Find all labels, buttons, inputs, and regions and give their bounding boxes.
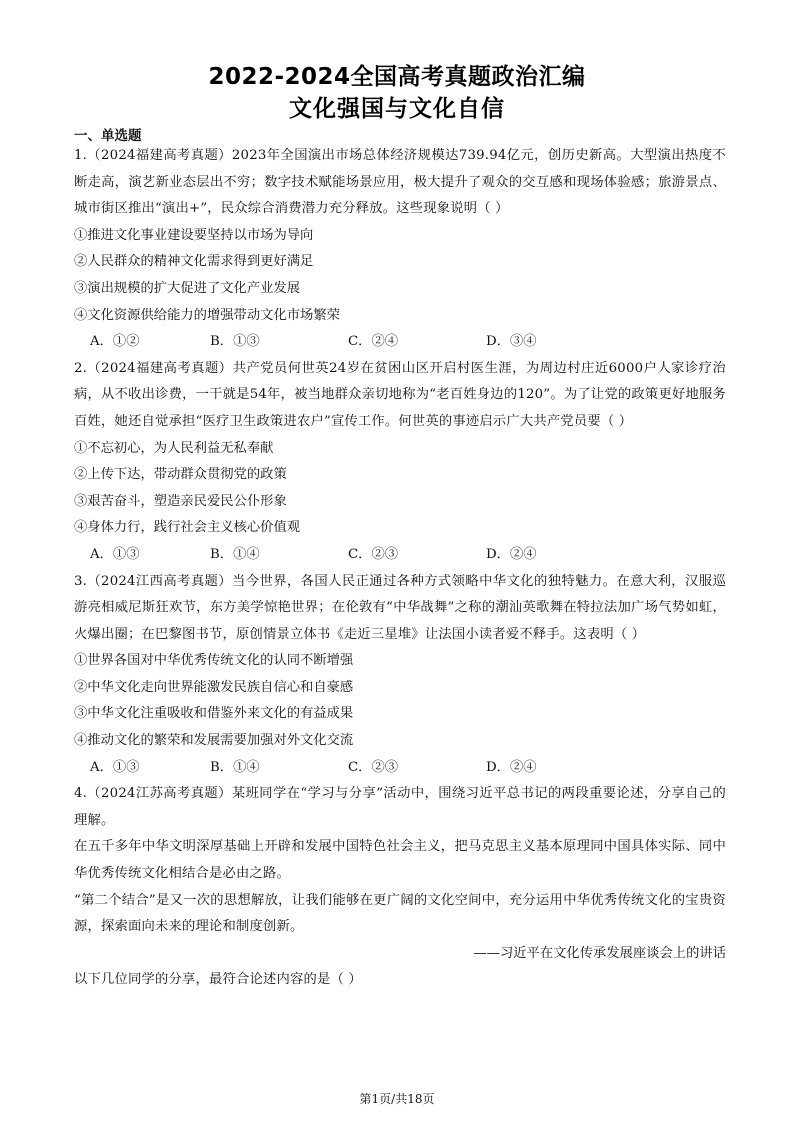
section-heading: 一、单选题 (74, 128, 142, 144)
question-1 (74, 143, 726, 356)
question-3 (74, 569, 726, 782)
statement-option: ④文化资源供给能力的增强带动文化市场繁荣 (74, 307, 340, 323)
answer-choices (74, 329, 726, 356)
choice-a: A．①② (90, 334, 140, 350)
question-4 (74, 781, 726, 994)
statement-option: ①推进文化事业建设要坚持以市场为导向 (74, 227, 314, 243)
statement-option: ③艰苦奋斗，塑造亲民爱民公仆形象 (74, 493, 287, 509)
statement-option: ③中华文化注重吸收和借鉴外来文化的有益成果 (74, 706, 354, 722)
choice-b: B．①④ (210, 546, 260, 562)
choice-c: C．②③ (348, 546, 399, 562)
question-stem: 3.（2024江西高考真题）当今世界，各国人民正通过各种方式领略中华文化的独特魅力。在意大利，汉服巡游亮相威尼斯狂欢节，东方美学惊艳世界；在伦敦有“中华战舞”之称的潮汕英歌舞在特拉法加广场气势如虹，火爆出圈；在巴黎图书节，原创情景立体书《走近三星堆》让法国小读者爱不释手。这表明（ ） (74, 573, 726, 642)
quote-paragraph: 在五千多年中华文明深厚基础上开辟和发展中国特色社会主义，把马克思主义基本原理同中国具体实际、同中华优秀传统文化相结合是必由之路。 (74, 839, 726, 882)
choice-c: C．②④ (348, 334, 399, 350)
statement-option: ③演出规模的扩大促进了文化产业发展 (74, 280, 301, 296)
statement-option: ②上传下达，带动群众贯彻党的政策 (74, 467, 287, 483)
choice-b: B．①③ (210, 334, 260, 350)
statement-option: ②人民群众的精神文化需求得到更好满足 (74, 254, 314, 270)
statement-option: ①世界各国对中华优秀传统文化的认同不断增强 (74, 653, 354, 669)
quote-paragraph: “第二个结合”是又一次的思想解放，让我们能够在更广阔的文化空间中，充分运用中华优秀传统文化的宝贵资源，探索面向未来的理论和制度创新。 (74, 892, 726, 935)
choice-d: D．③④ (486, 334, 537, 350)
quote-source: ——习近平在文化传承发展座谈会上的讲话 (473, 945, 726, 961)
choice-a: A．①③ (90, 546, 140, 562)
question-2 (74, 356, 726, 569)
question-stem: 4.（2024江苏高考真题）某班同学在“学习与分享”活动中，围绕习近平总书记的两段重要论述，分享自己的理解。 (74, 786, 726, 828)
choice-c: C．②③ (348, 759, 399, 775)
document-title: 2022-2024全国高考真题政治汇编 (208, 64, 586, 90)
question-stem: 1.（2024福建高考真题）2023年全国演出市场总体经济规模达739.94亿元，创历史新高。大型演出热度不断走高，演艺新业态层出不穷；数字技术赋能场景应用，极大提升了观众的交互感和现场体验感；旅游景点、城市街区推出“演出+”，民众综合消费潜力充分释放。这些现象说明（ ） (74, 148, 726, 217)
statement-option: ④推动文化的繁荣和发展需要加强对外文化交流 (74, 733, 354, 749)
answer-choices (74, 755, 726, 782)
page-number: 第1页/共18页 (359, 1092, 435, 1106)
choice-b: B．①④ (210, 759, 260, 775)
question-stem: 2.（2024福建高考真题）共产党员何世英24岁在贫困山区开启村医生涯，为周边村庄近6000户人家诊疗治病，从不收出诊费，一干就是54年，被当地群众亲切地称为“老百姓身边的120”。为了让党的政策更好地服务百姓，她还自觉承担“医疗卫生政策进农户”宣传工作。何世英的事迹启示广大共产党员要（ ） (74, 360, 726, 429)
question-prompt: 以下几位同学的分享，最符合论述内容的是（ ） (74, 972, 362, 988)
question-list (74, 143, 726, 994)
statement-option: ①不忘初心，为人民利益无私奉献 (74, 440, 274, 456)
statement-option: ④身体力行，践行社会主义核心价值观 (74, 520, 301, 536)
answer-choices (74, 542, 726, 569)
choice-d: D．②④ (486, 546, 537, 562)
choice-a: A．①③ (90, 759, 140, 775)
statement-option: ②中华文化走向世界能激发民族自信心和自豪感 (74, 679, 354, 695)
document-subtitle: 文化强国与文化自信 (289, 96, 505, 122)
choice-d: D．②④ (486, 759, 537, 775)
